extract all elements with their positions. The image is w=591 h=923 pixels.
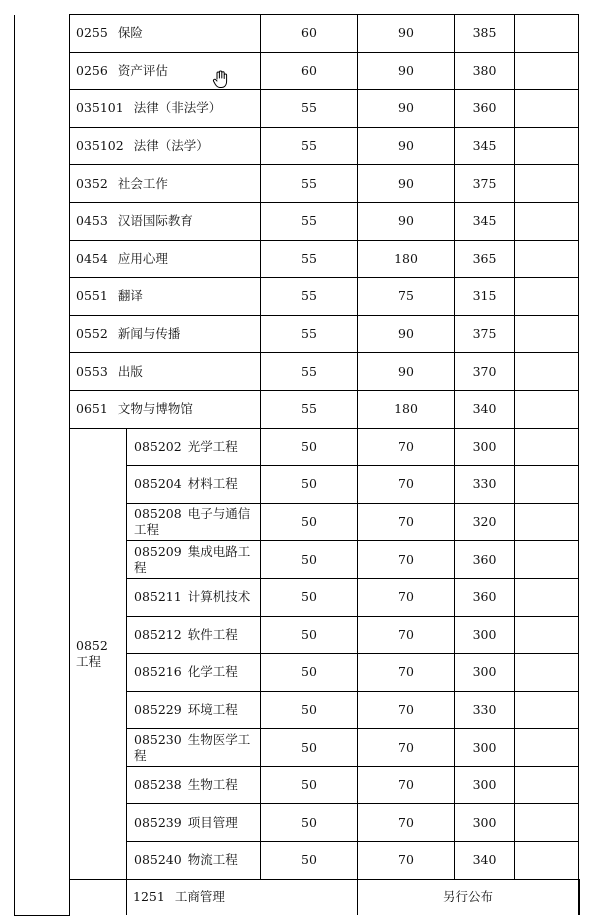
- score-cell-c1: [261, 578, 358, 616]
- score-cell-c2: [358, 240, 455, 278]
- score-cell-c1: [261, 766, 358, 804]
- score-cell-total: [455, 428, 515, 466]
- sub-major-name: 项目管理: [187, 814, 238, 830]
- major-name: 工商管理: [174, 889, 225, 905]
- sub-major-cell: [127, 729, 261, 767]
- empty-cell: [515, 240, 579, 278]
- empty-cell: [515, 842, 579, 880]
- table-row: [15, 15, 580, 53]
- sub-major-name: 软件工程: [187, 626, 238, 642]
- major-name-cell: [70, 390, 261, 428]
- score-cell-c2: [358, 353, 455, 391]
- score-value-c1: 55: [301, 326, 317, 342]
- sub-major-code: 085202: [134, 438, 182, 454]
- score-cell-c1: [261, 240, 358, 278]
- sub-major-cell: [127, 804, 261, 842]
- score-cell-c2: [358, 804, 455, 842]
- score-value-c1: 55: [301, 288, 317, 304]
- score-value-total: 300: [472, 438, 497, 454]
- score-value-c1: 55: [301, 175, 317, 191]
- sub-major-name: 光学工程: [187, 438, 238, 454]
- major-code: 1251: [133, 889, 165, 905]
- score-value-total: 300: [472, 777, 497, 793]
- score-value-total: 345: [472, 213, 497, 229]
- empty-cell: [515, 466, 579, 504]
- score-cell-total: [455, 127, 515, 165]
- major-code: 035101: [76, 100, 124, 116]
- empty-cell: [515, 691, 579, 729]
- score-value-c1: 55: [301, 100, 317, 116]
- major-name: 出版: [117, 363, 143, 379]
- score-value-c1: 50: [301, 701, 317, 717]
- table-row: [15, 240, 580, 278]
- score-value-c2: 90: [398, 175, 414, 191]
- score-value-c2: 75: [398, 288, 414, 304]
- empty-cell: [515, 503, 579, 541]
- major-name-cell: [70, 127, 261, 165]
- major-name: 保险: [117, 25, 143, 41]
- score-cell-c1: [261, 466, 358, 504]
- score-cell-total: [455, 390, 515, 428]
- major-code: 0651: [76, 401, 108, 417]
- score-cell-total: [455, 165, 515, 203]
- score-cell-c2: [358, 52, 455, 90]
- major-code: 035102: [76, 138, 124, 154]
- sub-major-cell: [127, 616, 261, 654]
- major-name-cell: [70, 202, 261, 240]
- score-value-c1: 50: [301, 626, 317, 642]
- score-value-c2: 70: [398, 551, 414, 567]
- table-row: [15, 390, 580, 428]
- table-row: [15, 278, 580, 316]
- score-cell-c2: [358, 466, 455, 504]
- major-name: 新闻与传播: [117, 326, 181, 342]
- score-value-total: 360: [472, 589, 497, 605]
- score-cell-c1: [261, 165, 358, 203]
- score-value-c1: 50: [301, 814, 317, 830]
- major-name: 文物与博物馆: [117, 401, 193, 417]
- major-name-cell: [70, 165, 261, 203]
- score-cell-c1: [261, 804, 358, 842]
- score-cell-c2: [358, 691, 455, 729]
- major-name: 资产评估: [117, 62, 168, 78]
- sub-major-code: 085216: [134, 664, 182, 680]
- score-value-c2: 70: [398, 814, 414, 830]
- sub-major-code: 085229: [134, 701, 182, 717]
- major-name: 法律（法学）: [133, 138, 209, 154]
- score-value-total: 370: [472, 363, 497, 379]
- score-cell-total: [455, 541, 515, 579]
- score-value-c2: 70: [398, 777, 414, 793]
- score-cell-total: [455, 578, 515, 616]
- score-value-c2: 70: [398, 739, 414, 755]
- empty-cell: [515, 390, 579, 428]
- empty-cell: [515, 766, 579, 804]
- table-row: [15, 52, 580, 90]
- sub-major-code: 085209: [134, 543, 182, 559]
- score-cell-total: [455, 15, 515, 53]
- empty-cell: [515, 616, 579, 654]
- score-value-c2: 90: [398, 326, 414, 342]
- score-cell-c2: [358, 541, 455, 579]
- score-value-c1: 50: [301, 589, 317, 605]
- score-cell-c1: [261, 729, 358, 767]
- table-row: [15, 165, 580, 203]
- major-name-cell: [70, 315, 261, 353]
- score-value-c2: 180: [394, 250, 418, 266]
- score-value-c2: 90: [398, 62, 414, 78]
- major-name-cell: [70, 278, 261, 316]
- score-value-c2: 180: [394, 401, 418, 417]
- score-value-c1: 50: [301, 852, 317, 868]
- group-name: 工程: [76, 653, 102, 669]
- score-cell-total: [455, 616, 515, 654]
- score-cell-c1: [261, 90, 358, 128]
- score-value-c1: 55: [301, 138, 317, 154]
- score-value-c1: 55: [301, 213, 317, 229]
- score-cell-total: [455, 466, 515, 504]
- score-value-total: 360: [472, 551, 497, 567]
- major-code: 0552: [76, 326, 108, 342]
- score-cell-c1: [261, 503, 358, 541]
- score-value-total: 330: [472, 476, 497, 492]
- score-value-c1: 55: [301, 250, 317, 266]
- score-value-c2: 90: [398, 363, 414, 379]
- major-name: 法律（非法学）: [133, 100, 222, 116]
- score-value-c1: 50: [301, 664, 317, 680]
- score-cell-c1: [261, 842, 358, 880]
- score-value-total: 330: [472, 701, 497, 717]
- score-value-c2: 90: [398, 25, 414, 41]
- group-code: 0852: [76, 637, 108, 653]
- score-value-c1: 50: [301, 551, 317, 567]
- sub-major-cell: [127, 466, 261, 504]
- score-value-total: 300: [472, 626, 497, 642]
- score-value-total: 300: [472, 739, 497, 755]
- table-row: [15, 90, 580, 128]
- sub-major-cell: [127, 578, 261, 616]
- sub-major-name: 电子与通信工程: [134, 506, 251, 538]
- sub-major-name: 生物医学工程: [134, 731, 251, 763]
- empty-cell: [579, 879, 580, 915]
- score-cell-c1: [261, 315, 358, 353]
- score-cell-c1: [261, 654, 358, 692]
- score-cell-c2: [358, 202, 455, 240]
- score-value-total: 315: [472, 288, 497, 304]
- major-name: 社会工作: [117, 175, 168, 191]
- score-value-c1: 50: [301, 438, 317, 454]
- score-value-c2: 70: [398, 514, 414, 530]
- major-name-cell: [70, 90, 261, 128]
- left-blank-column-end: [70, 879, 127, 915]
- empty-cell: [515, 15, 579, 53]
- table-row: [15, 879, 580, 915]
- score-cell-total: [455, 315, 515, 353]
- sub-major-code: 085212: [134, 626, 182, 642]
- score-cell-total: [455, 353, 515, 391]
- empty-cell: [515, 315, 579, 353]
- score-cell-c1: [261, 691, 358, 729]
- score-value-total: 365: [472, 250, 497, 266]
- sub-major-code: 085238: [134, 777, 182, 793]
- major-code: 0454: [76, 250, 108, 266]
- major-code: 0256: [76, 62, 108, 78]
- score-value-total: 375: [472, 175, 497, 191]
- table-row: [15, 315, 580, 353]
- score-cell-c1: [261, 278, 358, 316]
- major-name-cell: [70, 52, 261, 90]
- empty-cell: [515, 90, 579, 128]
- score-cell-total: [455, 240, 515, 278]
- major-name-cell: [70, 353, 261, 391]
- left-blank-column: [15, 15, 70, 916]
- score-value-c1: 55: [301, 363, 317, 379]
- score-cell-c2: [358, 578, 455, 616]
- score-value-c2: 70: [398, 664, 414, 680]
- score-cell-c2: [358, 616, 455, 654]
- major-code: 0551: [76, 288, 108, 304]
- empty-cell: [515, 278, 579, 316]
- sub-major-cell: [127, 766, 261, 804]
- sub-major-name: 材料工程: [187, 476, 238, 492]
- score-cell-total: [455, 90, 515, 128]
- score-cell-total: [455, 278, 515, 316]
- score-cell-c1: [261, 127, 358, 165]
- score-value-total: 380: [472, 62, 497, 78]
- score-cell-total: [455, 52, 515, 90]
- major-name-cell: [70, 240, 261, 278]
- sub-major-name: 生物工程: [187, 777, 238, 793]
- score-value-c2: 70: [398, 438, 414, 454]
- score-cell-total: [455, 766, 515, 804]
- score-cell-total: [455, 804, 515, 842]
- score-value-c1: 60: [301, 25, 317, 41]
- table-row: [15, 353, 580, 391]
- score-cell-c1: [261, 202, 358, 240]
- major-code: 0352: [76, 175, 108, 191]
- major-code: 0255: [76, 25, 108, 41]
- empty-cell: [515, 654, 579, 692]
- score-cell-total: [455, 503, 515, 541]
- empty-cell: [515, 541, 579, 579]
- score-cell-c2: [358, 503, 455, 541]
- major-name-cell: [70, 15, 261, 53]
- score-cell-c2: [358, 390, 455, 428]
- empty-cell: [515, 729, 579, 767]
- score-cell-c1: [261, 428, 358, 466]
- sub-major-cell: [127, 541, 261, 579]
- sub-major-code: 085239: [134, 814, 182, 830]
- score-cell-c2: [358, 278, 455, 316]
- score-cell-c1: [261, 616, 358, 654]
- sub-major-cell: [127, 842, 261, 880]
- score-cell-c1: [261, 15, 358, 53]
- empty-cell: [515, 127, 579, 165]
- score-value-total: 375: [472, 326, 497, 342]
- score-value-total: 385: [472, 25, 497, 41]
- empty-cell: [515, 52, 579, 90]
- sub-major-cell: [127, 428, 261, 466]
- score-cell-c2: [358, 15, 455, 53]
- score-value-c2: 70: [398, 476, 414, 492]
- major-name: 汉语国际教育: [117, 213, 193, 229]
- empty-cell: [515, 804, 579, 842]
- score-value-total: 300: [472, 664, 497, 680]
- major-name: 翻译: [117, 288, 143, 304]
- sub-major-name: 集成电路工程: [134, 543, 251, 575]
- table-row: [15, 127, 580, 165]
- table-row: [15, 202, 580, 240]
- score-value-c1: 50: [301, 739, 317, 755]
- score-value-c2: 90: [398, 100, 414, 116]
- score-cell-total: [455, 691, 515, 729]
- sub-major-name: 计算机技术: [187, 589, 251, 605]
- score-value-total: 340: [472, 852, 497, 868]
- score-cell-c1: [261, 353, 358, 391]
- score-cell-c2: [358, 127, 455, 165]
- empty-cell: [515, 202, 579, 240]
- sub-major-code: 085204: [134, 476, 182, 492]
- score-cell-c1: [261, 541, 358, 579]
- empty-cell: [515, 428, 579, 466]
- major-name-cell: [127, 879, 358, 915]
- score-cell-c2: [358, 654, 455, 692]
- empty-cell: [515, 353, 579, 391]
- score-cell-total: [455, 842, 515, 880]
- score-value-c1: 50: [301, 777, 317, 793]
- engineering-group-cell: [70, 428, 127, 879]
- score-cell-c2: [358, 428, 455, 466]
- score-value-total: 320: [472, 514, 497, 530]
- score-value-c2: 70: [398, 589, 414, 605]
- sub-major-code: 085208: [134, 506, 182, 522]
- score-cell-total: [455, 729, 515, 767]
- major-code: 0453: [76, 213, 108, 229]
- announcement-cell: [358, 879, 579, 915]
- score-table: [14, 14, 580, 916]
- sub-major-code: 085230: [134, 731, 182, 747]
- score-value-c2: 70: [398, 701, 414, 717]
- sub-major-cell: [127, 691, 261, 729]
- empty-cell: [515, 165, 579, 203]
- score-value-c1: 50: [301, 476, 317, 492]
- major-name: 应用心理: [117, 250, 168, 266]
- score-cell-c2: [358, 165, 455, 203]
- sub-major-cell: [127, 654, 261, 692]
- major-code: 0553: [76, 363, 108, 379]
- empty-cell: [515, 578, 579, 616]
- score-cell-c1: [261, 390, 358, 428]
- score-value-c1: 60: [301, 62, 317, 78]
- score-cell-total: [455, 202, 515, 240]
- score-value-c2: 70: [398, 626, 414, 642]
- sub-major-name: 物流工程: [187, 852, 238, 868]
- sub-major-code: 085211: [134, 589, 182, 605]
- score-value-c1: 50: [301, 514, 317, 530]
- sub-major-name: 环境工程: [187, 701, 238, 717]
- score-value-c2: 70: [398, 852, 414, 868]
- sub-major-cell: [127, 503, 261, 541]
- score-cell-c2: [358, 315, 455, 353]
- sub-major-code: 085240: [134, 852, 182, 868]
- table-row: [15, 428, 580, 466]
- score-cell-c2: [358, 729, 455, 767]
- score-value-total: 360: [472, 100, 497, 116]
- score-value-total: 345: [472, 138, 497, 154]
- score-cell-c1: [261, 52, 358, 90]
- score-cell-c2: [358, 90, 455, 128]
- score-value-c2: 90: [398, 138, 414, 154]
- score-value-total: 300: [472, 814, 497, 830]
- announcement-text: 另行公布: [442, 889, 493, 905]
- score-cell-c2: [358, 842, 455, 880]
- score-value-total: 340: [472, 401, 497, 417]
- score-value-c1: 55: [301, 401, 317, 417]
- hand-pointer-icon: [211, 70, 231, 90]
- score-cell-total: [455, 654, 515, 692]
- score-cell-c2: [358, 766, 455, 804]
- score-value-c2: 90: [398, 213, 414, 229]
- sub-major-name: 化学工程: [187, 664, 238, 680]
